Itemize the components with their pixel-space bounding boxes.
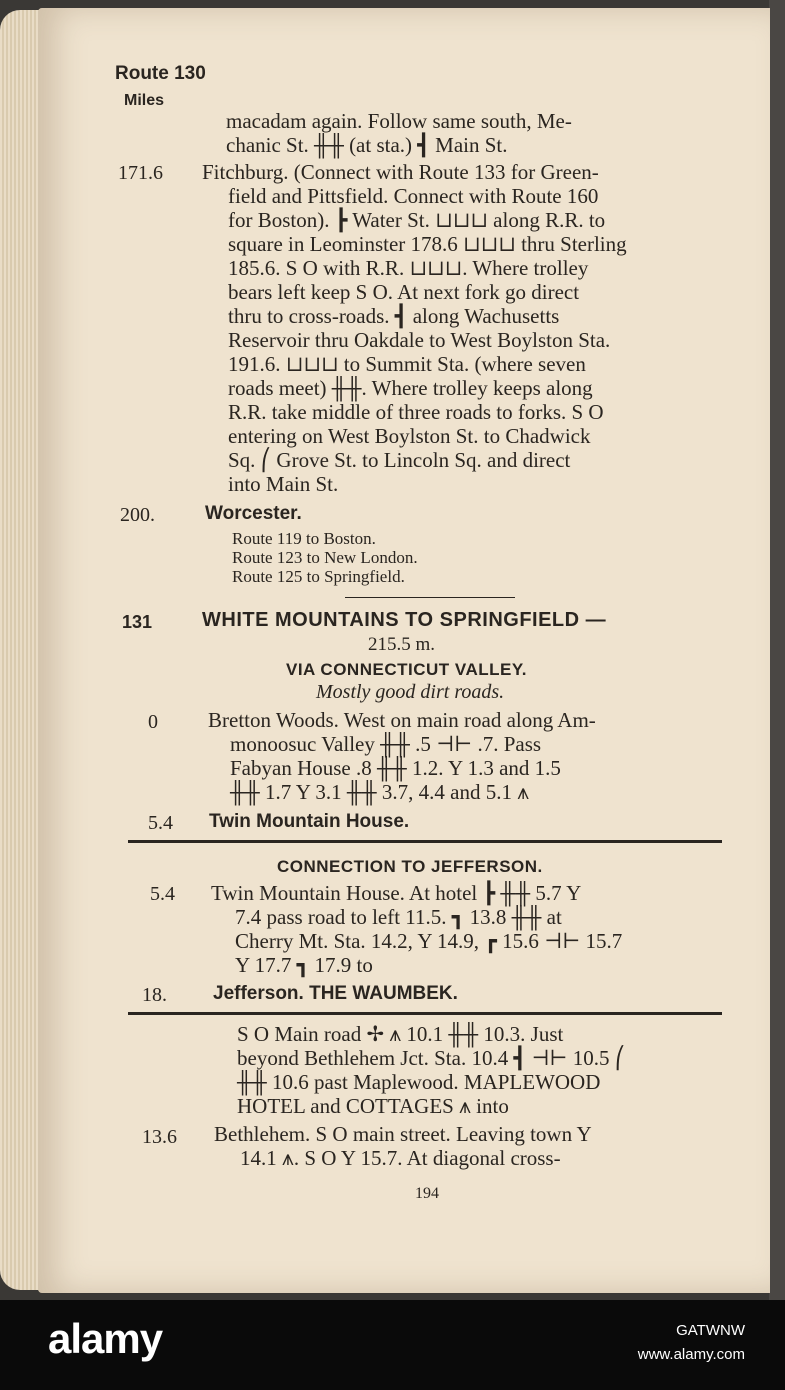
text-line: Cherry Mt. Sta. 14.2, Y 14.9, ┏ 15.6 ⊣⊢ 15.7 (235, 929, 623, 953)
text-line: for Boston). ┣ Water St. ⊔⊔⊔ along R.R. to (228, 208, 606, 232)
bretton-line: Bretton Woods. West on main road along Am- (208, 708, 596, 732)
image-id: GATWNW (676, 1322, 745, 1339)
page-edges (0, 10, 40, 1290)
mile-marker: 0 (148, 711, 158, 733)
mile-marker: 13.6 (142, 1126, 177, 1148)
jefferson-name: Jefferson. THE WAUMBEK. (213, 983, 458, 1004)
route-header: Route 130 (115, 63, 206, 84)
route-ref: Route 123 to New London. (232, 548, 418, 567)
text-line: Y 17.7 ┓ 17.9 to (235, 953, 373, 977)
route-via: VIA CONNECTICUT VALLEY. (286, 660, 528, 679)
text-line: macadam again. Follow same south, Me- (226, 109, 572, 133)
thick-rule (128, 840, 722, 843)
text-line: 185.6. S O with R.R. ⊔⊔⊔. Where trolley (228, 256, 589, 280)
miles-header: Miles (124, 92, 165, 109)
section-divider (345, 597, 515, 598)
bethlehem-line: Bethlehem. S O main street. Leaving town Y (214, 1122, 592, 1146)
watermark-url: www.alamy.com (637, 1346, 745, 1363)
route-number: 131 (122, 612, 153, 632)
text-line: field and Pittsfield. Connect with Route 160 (228, 184, 599, 208)
book-spine (769, 0, 785, 1300)
jefferson-heading: CONNECTION TO JEFFERSON. (277, 857, 543, 876)
mile-marker: 18. (142, 984, 167, 1006)
route-distance: 215.5 m. (368, 634, 436, 655)
text-line: chanic St. ╫╫ (at sta.) ┫ Main St. (226, 133, 508, 157)
text-line: HOTEL and COTTAGES ⩚ into (237, 1094, 509, 1118)
text-line: into Main St. (228, 472, 339, 496)
route-roads: Mostly good dirt roads. (316, 681, 505, 703)
twin-mountain-house: Twin Mountain House. (209, 811, 410, 832)
worcester-name: Worcester. (205, 503, 302, 524)
text-line: Fabyan House .8 ╫╫ 1.2. Y 1.3 and 1.5 (230, 756, 561, 780)
text-line: roads meet) ╫╫. Where trolley keeps along (228, 376, 593, 400)
text-line: 191.6. ⊔⊔⊔ to Summit Sta. (where seven (228, 352, 586, 376)
thick-rule (128, 1012, 722, 1015)
fitchburg-line: Fitchburg. (Connect with Route 133 for Green- (202, 160, 599, 184)
text-line: 14.1 ⩚. S O Y 15.7. At diagonal cross- (240, 1146, 561, 1170)
mile-marker: 5.4 (148, 812, 173, 834)
text-line: beyond Bethlehem Jct. Sta. 10.4 ┫ ⊣⊢ 10.5 ⎛ (237, 1046, 626, 1070)
text-line: ╫╫ 10.6 past Maplewood. MAPLEWOOD (237, 1070, 601, 1094)
route-ref: Route 125 to Springfield. (232, 567, 405, 586)
text-line: 7.4 pass road to left 11.5. ┓ 13.8 ╫╫ at (235, 905, 562, 929)
twin-mountain-line: Twin Mountain House. At hotel ┣ ╫╫ 5.7 Y (211, 881, 582, 905)
text-line: bears left keep S O. At next fork go direct (228, 280, 580, 304)
page-number: 194 (415, 1185, 439, 1202)
alamy-logo: alamy (48, 1315, 163, 1362)
text-line: Sq. ⎛ Grove St. to Lincoln Sq. and direct (228, 448, 571, 472)
route-title: WHITE MOUNTAINS TO SPRINGFIELD — (202, 609, 607, 631)
text-line: R.R. take middle of three roads to forks. S O (228, 400, 604, 424)
text-line: S O Main road ✢ ⩚ 10.1 ╫╫ 10.3. Just (237, 1022, 564, 1046)
text-line: Reservoir thru Oakdale to West Boylston Sta. (228, 328, 611, 352)
mile-marker: 5.4 (150, 883, 175, 905)
mile-marker: 171.6 (118, 162, 163, 184)
text-line: thru to cross-roads. ┫ along Wachusetts (228, 304, 560, 328)
mile-marker: 200. (120, 504, 155, 526)
text-line: ╫╫ 1.7 Y 3.1 ╫╫ 3.7, 4.4 and 5.1 ⩚ (230, 780, 530, 804)
text-line: monoosuc Valley ╫╫ .5 ⊣⊢ .7. Pass (230, 732, 542, 756)
route-ref: Route 119 to Boston. (232, 529, 376, 548)
text-line: square in Leominster 178.6 ⊔⊔⊔ thru Sterling (228, 232, 627, 256)
text-line: entering on West Boylston St. to Chadwick (228, 424, 591, 448)
